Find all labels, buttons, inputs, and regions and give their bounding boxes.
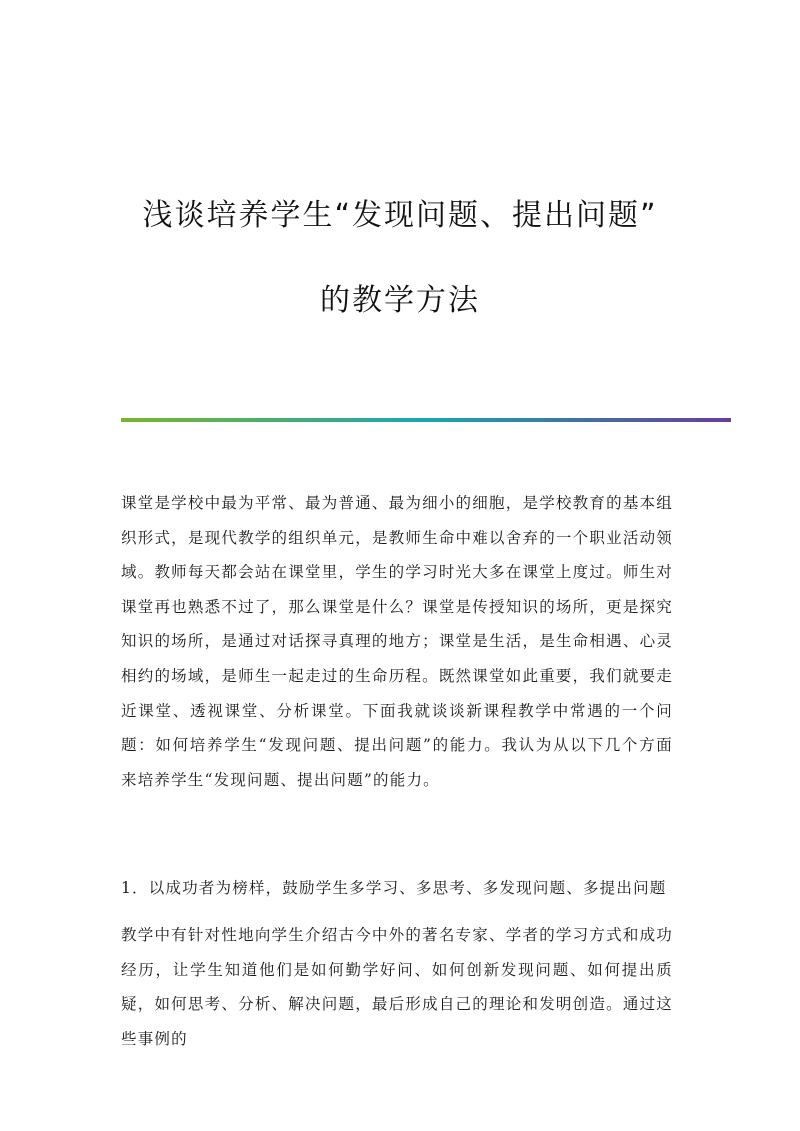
body-paragraph: 教学中有针对性地向学生介绍古今中外的著名专家、学者的学习方式和成功经历，让学生知道他们是如何勤学好问、如何创新发现问题、如何提出质疑，如何思考、分析、解决问题，最后形成自己的理论和发明创造。通过这些事例的 bbox=[121, 926, 673, 1048]
document-title-line-1: 浅谈培养学生“发现问题、提出问题” bbox=[142, 198, 658, 233]
document-title-line-2: 的教学方法 bbox=[320, 283, 480, 318]
body-paragraph: 课堂是学校中最为平常、最为普通、最为细小的细胞，是学校教育的基本组织形式，是现代教学的组织单元，是教师生命中难以舍弃的一个职业活动领域。教师每天都会站在课堂里，学生的学习时光大多在课堂上度过。师生对课堂再也熟悉不过了，那么课堂是什么？课堂是传授知识的场所，更是探究知识的场所，是通过对话探寻真理的地方；课堂是生活，是生命相遇、心灵相约的场域，是师生一起走过的生命历程。既然课堂如此重要，我们就要走近课堂、透视课堂、分析课堂。下面我就谈谈新课程教学中常遇的一个问题：如何培养学生“发现问题、提出问题”的能力。我认为从以下几个方面来培养学生“发现问题、提出问题”的能力。 bbox=[121, 494, 673, 789]
title-divider bbox=[121, 418, 731, 422]
section-heading: 1．以成功者为榜样，鼓励学生多学习、多思考、多发现问题、多提出问题 bbox=[121, 879, 667, 897]
